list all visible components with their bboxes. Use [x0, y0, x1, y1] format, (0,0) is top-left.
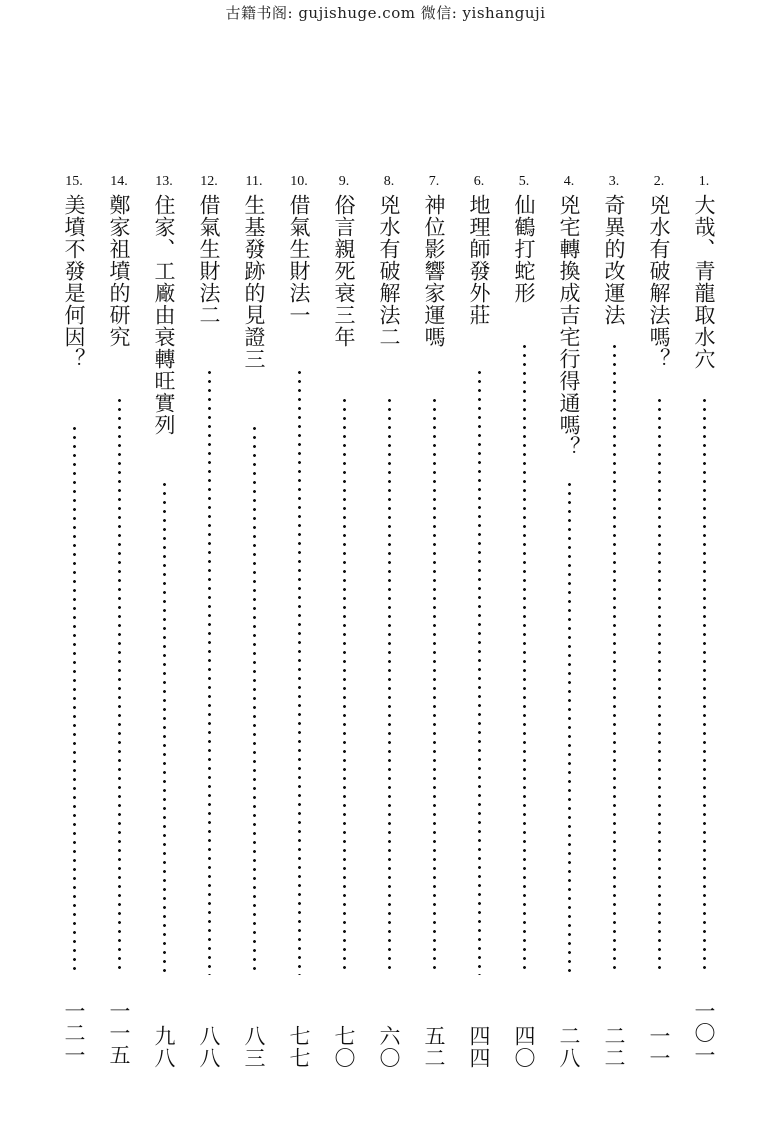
entry-title: 生基發跡的見證三 — [242, 194, 266, 370]
entry-title: 鄭家祖墳的研究 — [107, 194, 131, 348]
entry-page: 二二 — [602, 1025, 626, 1069]
entry-number: 6. — [473, 174, 485, 189]
leader-dots — [253, 424, 256, 975]
entry-page: 一一五 — [107, 1000, 131, 1066]
leader-dots — [118, 396, 121, 975]
leader-dots — [163, 480, 166, 975]
entry-number: 14. — [110, 174, 128, 189]
entry-page: 一一 — [647, 1025, 671, 1069]
entry-number: 3. — [608, 174, 620, 189]
entry-page: 二八 — [557, 1025, 581, 1069]
toc-entry-4 — [555, 170, 583, 1075]
leader-dots — [433, 396, 436, 975]
entry-number: 10. — [290, 174, 308, 189]
entry-page: 五二 — [422, 1025, 446, 1069]
leader-dots — [703, 396, 706, 975]
entry-page: 四〇 — [512, 1025, 536, 1069]
toc-entry-15 — [60, 170, 88, 1075]
leader-dots — [523, 342, 526, 975]
entry-number: 5. — [518, 174, 530, 189]
entry-number: 13. — [155, 174, 173, 189]
toc-entry-1 — [690, 170, 718, 1075]
entry-title: 地理師發外莊 — [467, 194, 491, 326]
leader-dots — [568, 480, 571, 975]
entry-page: 八三 — [242, 1025, 266, 1069]
entry-title: 神位影響家運嗎 — [422, 194, 446, 348]
table-of-contents — [60, 170, 740, 1075]
entry-page: 四四 — [467, 1025, 491, 1069]
entry-number: 8. — [383, 174, 395, 189]
toc-entry-13 — [150, 170, 178, 1075]
entry-title: 借氣生財法二 — [197, 194, 221, 326]
entry-title: 仙鶴打蛇形 — [512, 194, 536, 304]
toc-entry-11 — [240, 170, 268, 1075]
entry-number: 7. — [428, 174, 440, 189]
toc-entry-8 — [375, 170, 403, 1075]
entry-title: 美墳不發是何因？ — [62, 194, 86, 370]
toc-entry-6 — [465, 170, 493, 1075]
leader-dots — [343, 396, 346, 975]
leader-dots — [73, 424, 76, 975]
leader-dots — [658, 396, 661, 975]
entry-title: 兇水有破解法嗎？ — [647, 194, 671, 370]
entry-page: 七七 — [287, 1025, 311, 1069]
watermark-header: 古籍书阁: gujishuge.com 微信: yishanguji — [225, 4, 546, 22]
toc-entry-2 — [645, 170, 673, 1075]
entry-page: 八八 — [197, 1025, 221, 1069]
entry-title: 兇宅轉換成吉宅行得通嗎？ — [557, 194, 581, 458]
entry-title: 俗言親死衰三年 — [332, 194, 356, 348]
toc-entry-5 — [510, 170, 538, 1075]
leader-dots — [208, 368, 211, 975]
entry-title: 借氣生財法一 — [287, 194, 311, 326]
entry-page: 七〇 — [332, 1025, 356, 1069]
entry-number: 12. — [200, 174, 218, 189]
entry-page: 一二一 — [62, 1000, 86, 1066]
entry-number: 4. — [563, 174, 575, 189]
leader-dots — [613, 342, 616, 975]
leader-dots — [478, 368, 481, 975]
entry-title: 大哉、青龍取水穴 — [692, 194, 716, 370]
entry-number: 15. — [65, 174, 83, 189]
toc-entry-14 — [105, 170, 133, 1075]
entry-page: 九八 — [152, 1025, 176, 1069]
toc-entry-3 — [600, 170, 628, 1075]
entry-title: 奇異的改運法 — [602, 194, 626, 326]
entry-page: 六〇 — [377, 1025, 401, 1069]
entry-page: 一〇一 — [692, 1000, 716, 1066]
entry-number: 2. — [653, 174, 665, 189]
toc-entry-9 — [330, 170, 358, 1075]
entry-number: 9. — [338, 174, 350, 189]
entry-number: 11. — [245, 174, 263, 189]
leader-dots — [298, 368, 301, 975]
entry-title: 兇水有破解法二 — [377, 194, 401, 348]
entry-title: 住家、工廠由衰轉旺實列 — [152, 194, 176, 436]
entry-number: 1. — [698, 174, 710, 189]
leader-dots — [388, 396, 391, 975]
toc-entry-7 — [420, 170, 448, 1075]
toc-entry-12 — [195, 170, 223, 1075]
toc-entry-10 — [285, 170, 313, 1075]
